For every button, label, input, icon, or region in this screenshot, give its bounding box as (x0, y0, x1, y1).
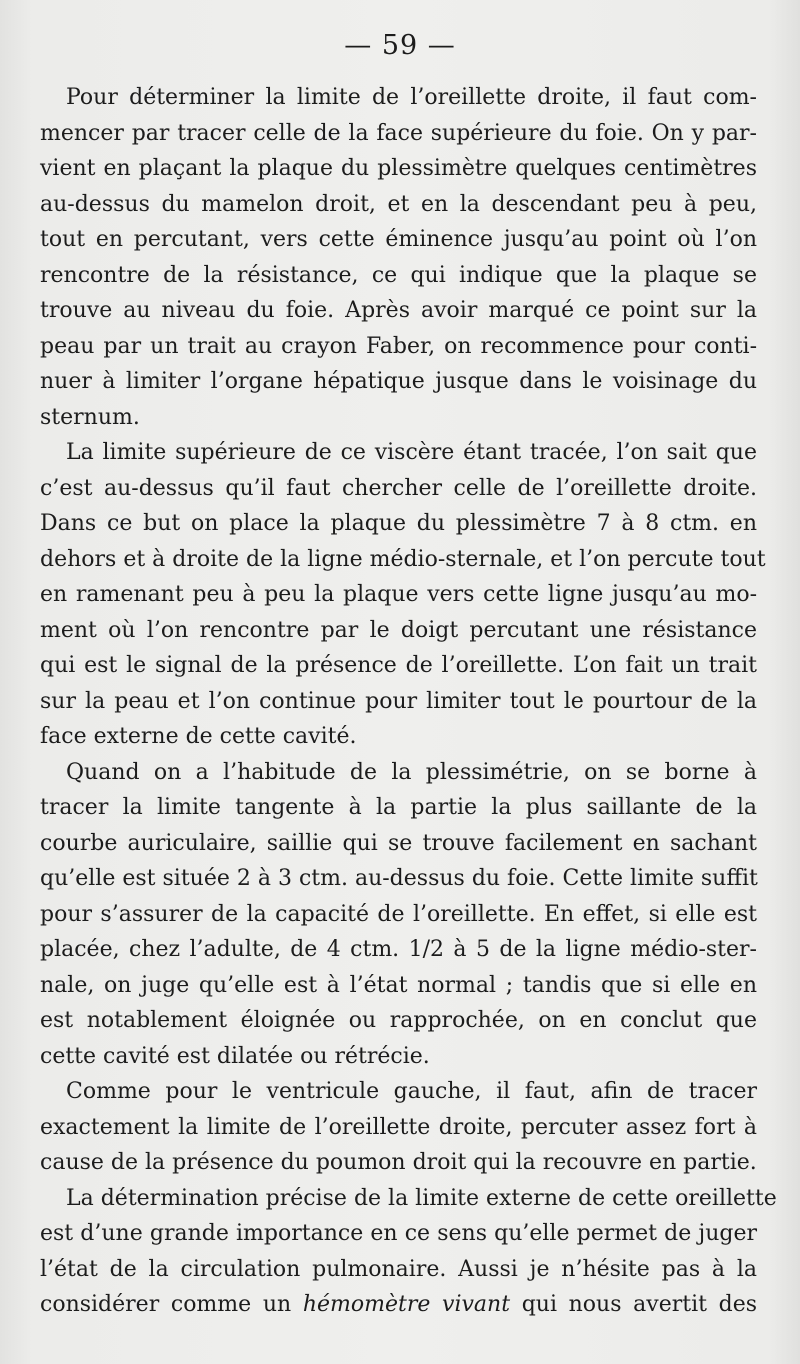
text-line: en ramenant peu à peu la plaque vers cette ligne jusqu’au mo- (40, 582, 757, 607)
paragraph-4 (40, 1074, 757, 1181)
text-line: l’état de la circulation pulmonaire. Aussi je n’hésite pas à la (40, 1256, 757, 1282)
text-line: trouve au niveau du foie. Après avoir marqué ce point sur la (40, 298, 757, 323)
text-line: cette cavité est dilatée ou rétrécie. (40, 1043, 430, 1069)
text-line: exactement la limite de l’oreillette droite, percuter assez fort à (40, 1114, 757, 1140)
text-segment: qui nous avertit des (510, 1292, 757, 1317)
text-line: c’est au-dessus qu’il faut chercher celle de l’oreillette droite. (40, 475, 757, 501)
paragraph-2 (40, 435, 766, 755)
text-line: face externe de cette cavité. (40, 724, 357, 749)
text-line: est notablement éloignée ou rapprochée, on en conclut que (40, 1008, 757, 1033)
emphasized-term: hémomètre vivant (302, 1292, 511, 1317)
text-line: Comme pour le ventricule gauche, il faut, afin de tracer (66, 1079, 757, 1104)
page-number: — 59 — (344, 30, 456, 61)
text-line: Pour déterminer la limite de l’oreillette droite, il faut com- (66, 85, 757, 110)
text-line: rencontre de la résistance, ce qui indique que la plaque se (40, 262, 757, 288)
text-line: sur la peau et l’on continue pour limiter tout le pourtour de la (40, 688, 757, 714)
text-segment: considérer comme un (40, 1292, 303, 1317)
text-line: nuer à limiter l’organe hépatique jusque dans le voisinage du (40, 369, 757, 394)
text-line: cause de la présence du poumon droit qui la recouvre en partie. (40, 1150, 757, 1175)
text-line: peau par un trait au crayon Faber, on recommence pour conti- (40, 333, 757, 359)
text-line: est d’une grande importance en ce sens qu’elle permet de juger (40, 1221, 757, 1246)
body-text (40, 80, 777, 1323)
paragraph-5 (40, 1181, 777, 1323)
text-line: qui est le signal de la présence de l’oreillette. L’on fait un trait (40, 653, 757, 678)
text-line (40, 1287, 757, 1323)
text-line: ment où l’on rencontre par le doigt percutant une résistance (40, 617, 757, 643)
text-line: qu’elle est située 2 à 3 ctm. au-dessus du foie. Cette limite suffit (40, 866, 758, 891)
text-line: tout en percutant, vers cette éminence jusqu’au point où l’on (40, 227, 757, 252)
text-line: La limite supérieure de ce viscère étant tracée, l’on sait que (66, 440, 757, 465)
text-line: vient en plaçant la plaque du plessimètre quelques centimètres (40, 156, 757, 181)
text-line: placée, chez l’adulte, de 4 ctm. 1/2 à 5 de la ligne médio-ster- (40, 937, 757, 962)
text-line: courbe auriculaire, saillie qui se trouve facilement en sachant (40, 830, 757, 856)
text-line: sternum. (40, 404, 140, 430)
paragraph-1 (40, 80, 757, 435)
text-line: au-dessus du mamelon droit, et en la descendant peu à peu, (40, 191, 757, 217)
paragraph-3 (40, 755, 757, 1075)
text-line: La détermination précise de la limite externe de cette oreillette (66, 1185, 777, 1211)
text-line: nale, on juge qu’elle est à l’état normal ; tandis que si elle en (40, 972, 757, 998)
text-line: dehors et à droite de la ligne médio-sternale, et l’on percute tout (40, 546, 766, 572)
text-line: pour s’assurer de la capacité de l’oreillette. En effet, si elle est (40, 901, 757, 927)
text-line: mencer par tracer celle de la face supérieure du foie. On y par- (40, 120, 757, 146)
text-line: Dans ce but on place la plaque du plessimètre 7 à 8 ctm. en (40, 511, 757, 536)
text-line: Quand on a l’habitude de la plessimétrie, on se borne à (66, 759, 757, 785)
text-line: tracer la limite tangente à la partie la plus saillante de la (40, 795, 757, 820)
